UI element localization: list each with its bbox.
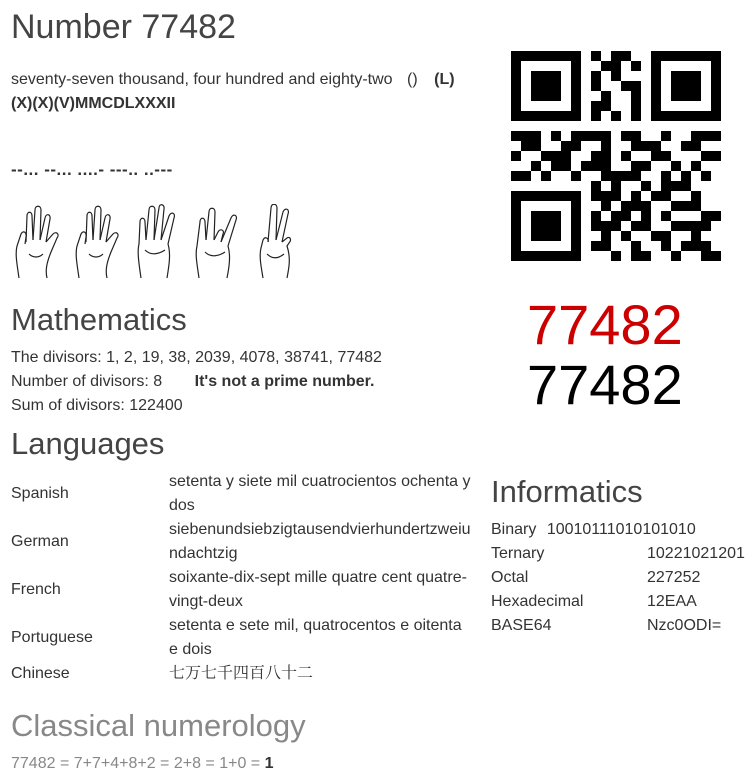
prime-status: It's not a prime number. <box>194 373 375 390</box>
numerology-equation: 77482 = 7+7+4+8+2 = 2+8 = 1+0 = <box>11 755 261 772</box>
languages-table <box>11 470 471 686</box>
informatics-key: Octal <box>491 569 529 586</box>
language-name: French <box>11 581 61 598</box>
language-row <box>11 614 471 662</box>
language-value: 七万七千四百八十二 <box>169 665 314 682</box>
language-name: Spanish <box>11 485 69 502</box>
language-value: setenta y siete mil cuatrocientos ochenta y dos <box>169 473 471 514</box>
words-extra: () <box>407 71 418 88</box>
informatics-value: Nzc0ODI= <box>647 617 722 634</box>
informatics-value: 10221021201 <box>647 545 745 562</box>
roman-numeral: (X)(X)(V)MMCDLXXXII <box>11 95 176 112</box>
numerology-result: 1 <box>264 755 274 772</box>
sign-language-hands <box>11 204 305 280</box>
language-value: soixante-dix-sept mille quatre cent quatre-vingt-deux <box>169 569 467 610</box>
language-row <box>11 662 471 686</box>
binary-row <box>491 518 696 542</box>
morse-code: --... --... ....- ---.. ..--- <box>11 160 173 179</box>
hand-seven-icon <box>11 204 65 280</box>
language-name: Portuguese <box>11 629 93 646</box>
language-row <box>11 470 471 518</box>
divisor-count-line <box>11 370 374 394</box>
informatics-key: Hexadecimal <box>491 593 584 610</box>
informatics-row <box>491 542 745 566</box>
divisors-text: The divisors: 1, 2, 19, 38, 2039, 4078, 38741, 77482 <box>11 349 382 366</box>
binary-label: Binary <box>491 521 537 538</box>
language-value: setenta e sete mil, quatrocentos e oitenta e dois <box>169 617 462 658</box>
language-row <box>11 566 471 614</box>
language-row <box>11 518 471 566</box>
number-words-line <box>11 68 455 92</box>
number-of-divisors: Number of divisors: 8 <box>11 373 163 390</box>
binary-value: 10010111010101010 <box>546 521 696 538</box>
informatics-value: 227252 <box>647 569 701 586</box>
language-value: siebenundsiebzigtausendvierhundertzweiundachtzig <box>169 521 471 562</box>
languages-heading: Languages <box>11 426 165 461</box>
informatics-row <box>491 566 745 590</box>
hand-four-icon <box>131 204 185 280</box>
qr-code-icon <box>511 51 721 261</box>
hand-two-icon <box>251 204 305 280</box>
hand-eight-icon <box>191 204 245 280</box>
roman-prefix: (L) <box>434 71 455 88</box>
informatics-row <box>491 614 745 638</box>
hand-seven-icon <box>71 204 125 280</box>
informatics-table <box>491 542 745 638</box>
language-name: Chinese <box>11 665 70 682</box>
numerology-line <box>11 755 274 773</box>
big-number-red: 77482 <box>527 293 683 356</box>
language-name: German <box>11 533 69 550</box>
informatics-row <box>491 590 745 614</box>
sum-of-divisors: Sum of divisors: 122400 <box>11 397 183 414</box>
big-number-black: 77482 <box>527 353 683 416</box>
mathematics-heading: Mathematics <box>11 302 187 337</box>
numerology-heading: Classical numerology <box>11 708 306 743</box>
informatics-value: 12EAA <box>647 593 697 610</box>
informatics-key: Ternary <box>491 545 545 562</box>
informatics-heading: Informatics <box>491 474 643 509</box>
number-words: seventy-seven thousand, four hundred and eighty-two <box>11 71 393 88</box>
page-title: Number 77482 <box>11 8 236 46</box>
informatics-key: BASE64 <box>491 617 552 634</box>
